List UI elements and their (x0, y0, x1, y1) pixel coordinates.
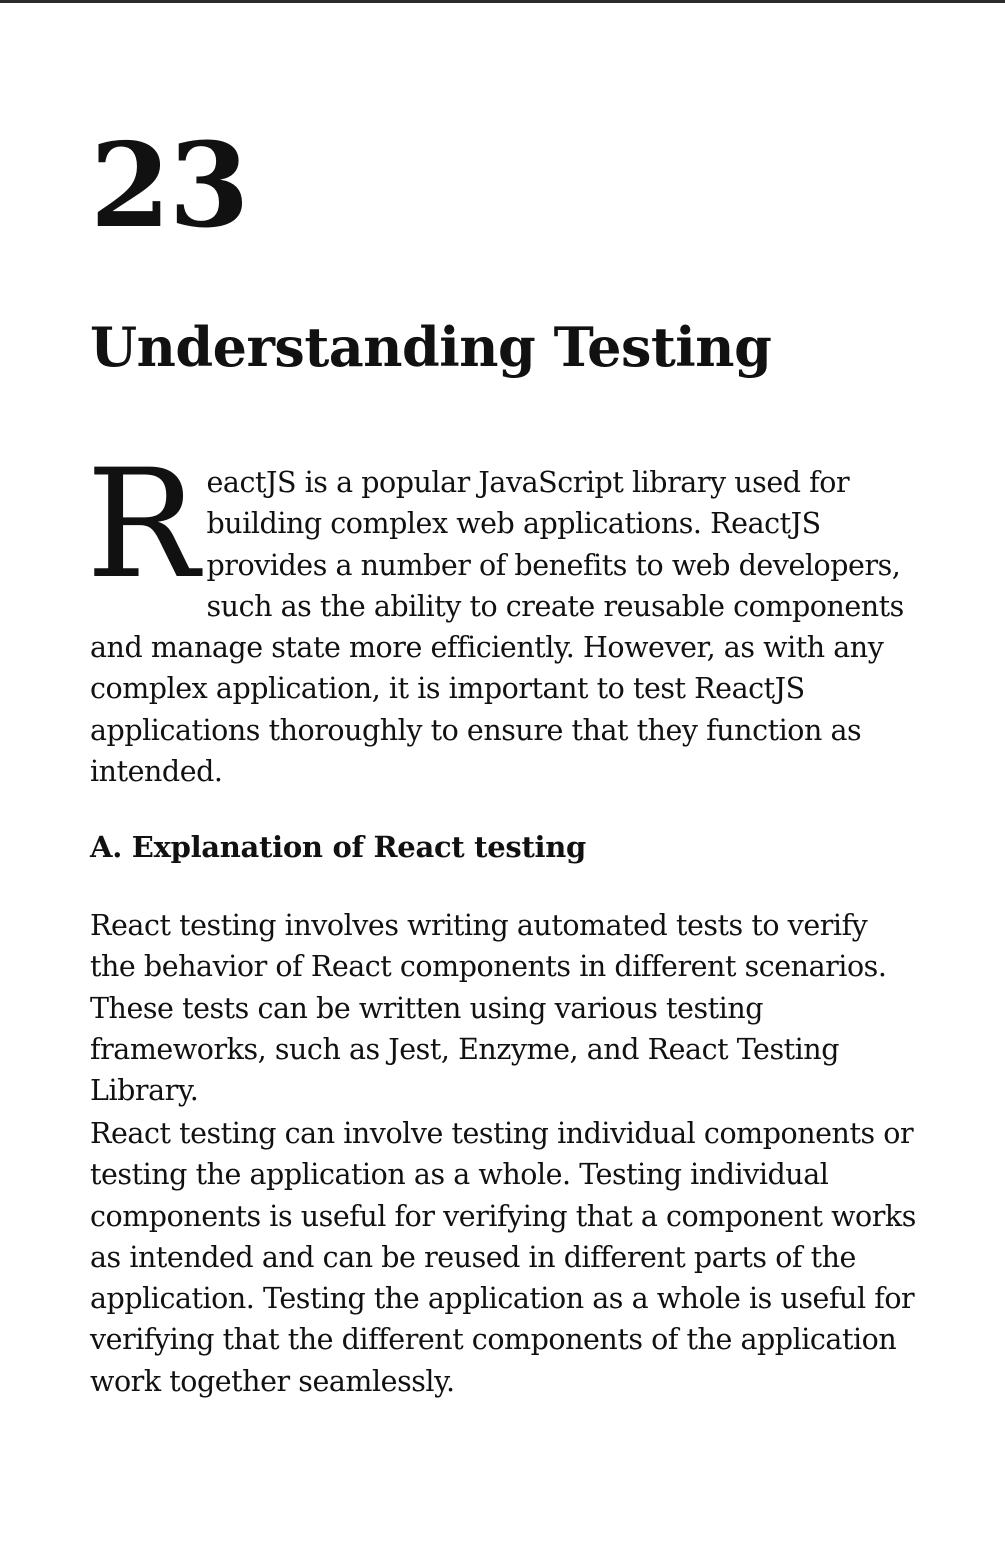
chapter-number: 23 (90, 118, 248, 254)
drop-cap: R (86, 438, 199, 612)
intro-paragraph (86, 438, 920, 792)
section-heading: A. Explanation of React testing (90, 830, 587, 864)
body-paragraph: React testing can involve testing individual components or testing the application as a whole. Testing individual components is useful for verifying that a component works as intended and can be reused in different parts of the application. Testing the application as a whole is useful for verifying that the different components of the application work together seamlessly. (90, 1117, 916, 1398)
top-border (0, 0, 1005, 3)
body-paragraph: React testing involves writing automated tests to verify the behavior of React components in different scenarios. These tests can be written using various testing frameworks, such as Jest, Enzyme, and React Testing Library. (90, 909, 887, 1108)
intro-text: eactJS is a popular JavaScript library used for building complex web applications. ReactJS provides a number of benefits to web developers, such as the ability to create reusable components and manage state more efficiently. However, as with any complex application, it is important to test ReactJS applications thoroughly to ensure that they function as intended. (90, 466, 904, 789)
chapter-title: Understanding Testing (90, 315, 772, 379)
